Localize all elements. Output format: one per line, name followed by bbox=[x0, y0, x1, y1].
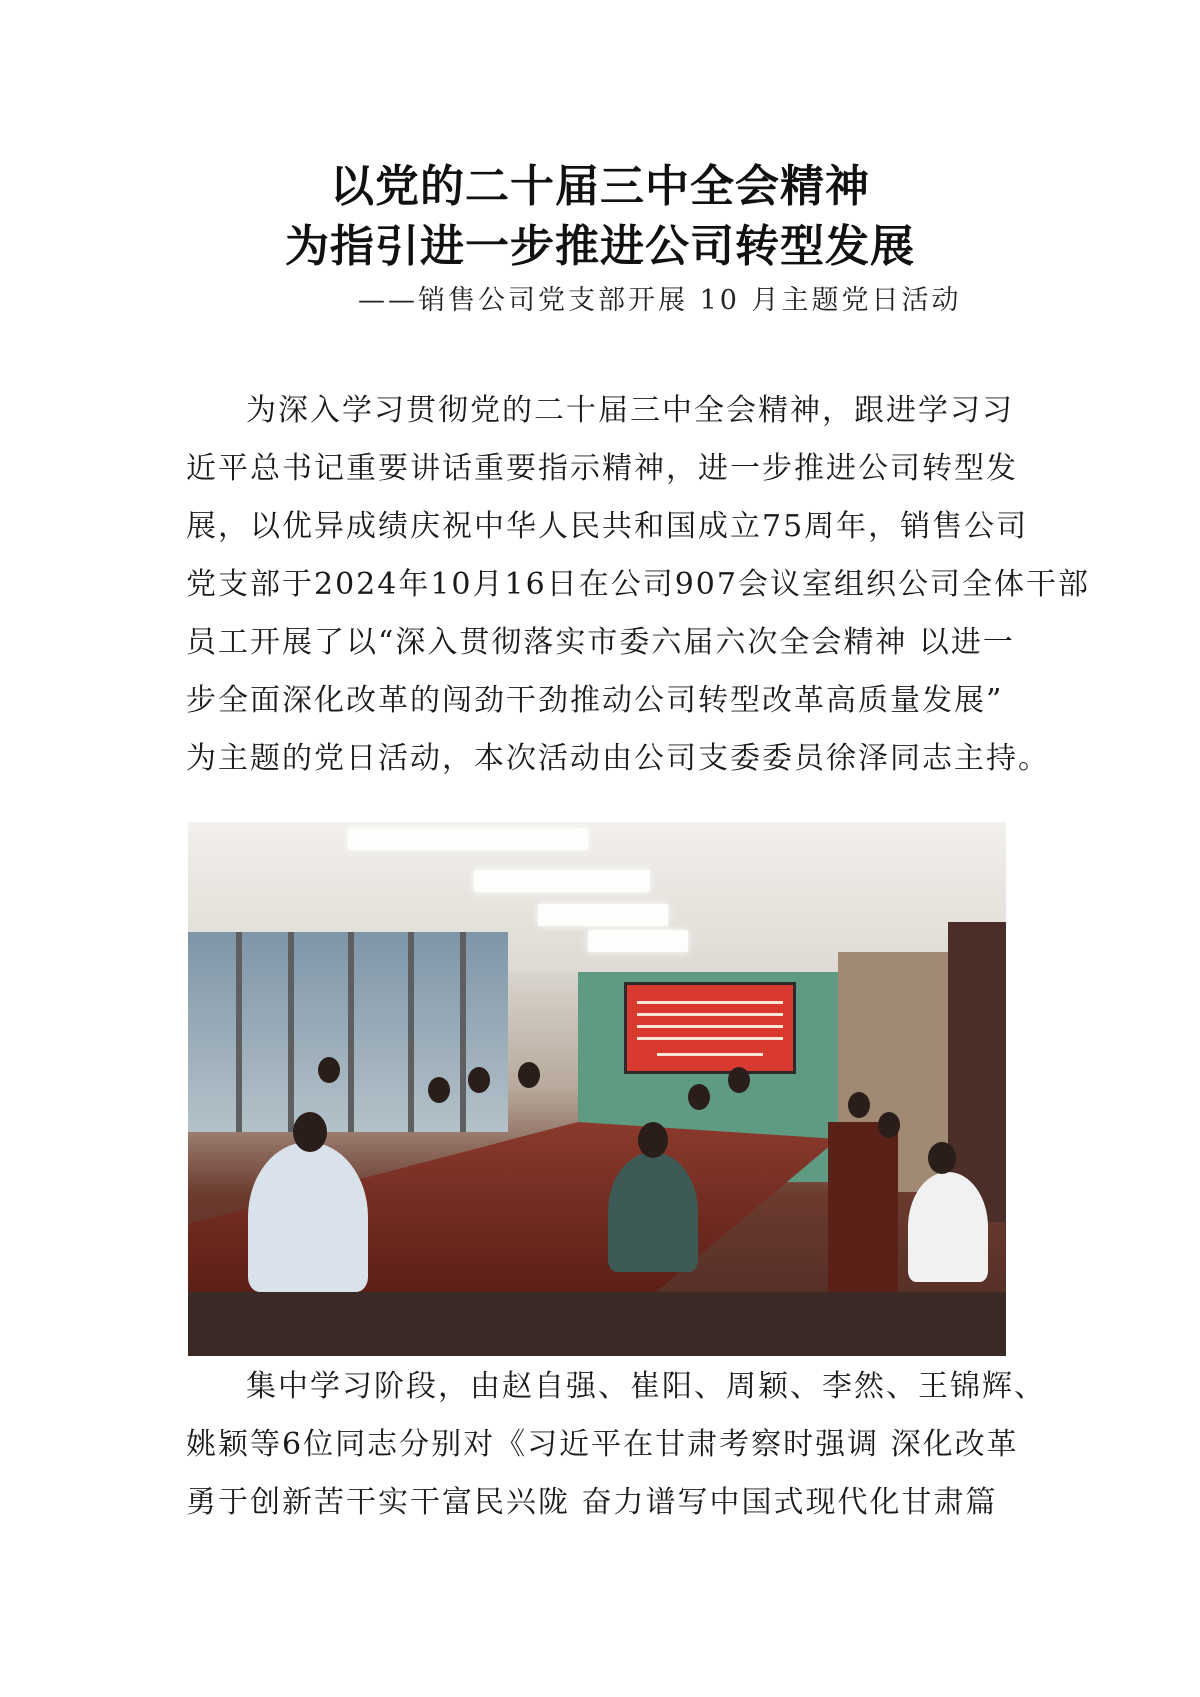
ceiling-light bbox=[588, 930, 688, 952]
meeting-photo bbox=[188, 822, 1006, 1356]
title-line-2: 为指引进一步推进公司转型发展 bbox=[285, 221, 915, 272]
subtitle: ——销售公司党支部开展 10 月主题党日活动 bbox=[358, 285, 962, 316]
ceiling-light bbox=[348, 828, 588, 850]
paragraph-line: 为深入学习贯彻党的二十届三中全会精神，跟进学习习 bbox=[246, 393, 1014, 428]
attendee-head bbox=[728, 1067, 750, 1093]
ceiling-light bbox=[474, 870, 650, 892]
attendee-head bbox=[468, 1067, 490, 1093]
paragraph-line: 集中学习阶段，由赵自强、崔阳、周颖、李然、王锦辉、 bbox=[246, 1369, 1046, 1404]
attendee-head bbox=[688, 1084, 710, 1110]
paragraph-line: 勇于创新苦干实干富民兴陇 奋力谱写中国式现代化甘肃篇 bbox=[186, 1485, 998, 1520]
attendee-head bbox=[878, 1112, 900, 1138]
projector-screen bbox=[624, 982, 796, 1074]
photo-window bbox=[188, 932, 508, 1132]
paragraph-line: 姚颖等6位同志分别对《习近平在甘肃考察时强调 深化改革 bbox=[186, 1427, 1019, 1462]
paragraph-line: 员工开展了以“深入贯彻落实市委六届六次全会精神 以进一 bbox=[186, 625, 1015, 660]
attendee-head bbox=[318, 1057, 340, 1083]
paragraph-line: 党支部于2024年10月16日在公司907会议室组织公司全体干部 bbox=[186, 567, 1090, 602]
attendee-head bbox=[518, 1062, 540, 1088]
ceiling-light bbox=[538, 904, 668, 926]
title-line-1: 以党的二十届三中全会精神 bbox=[330, 161, 870, 212]
paragraph-study bbox=[186, 1358, 1046, 1532]
attendee bbox=[608, 1152, 698, 1272]
attendee-head bbox=[928, 1142, 956, 1174]
paragraph-line: 步全面深化改革的闯劲干劲推动公司转型改革高质量发展” bbox=[186, 683, 1004, 718]
paragraph-intro bbox=[186, 382, 1090, 788]
attendee-head bbox=[428, 1077, 450, 1103]
paragraph-line: 展，以优异成绩庆祝中华人民共和国成立75周年，销售公司 bbox=[186, 509, 1029, 544]
attendee-head bbox=[293, 1112, 327, 1152]
photo-floor bbox=[188, 1292, 1006, 1356]
attendee bbox=[908, 1172, 988, 1282]
paragraph-line: 为主题的党日活动，本次活动由公司支委委员徐泽同志主持。 bbox=[186, 741, 1050, 776]
attendee-head bbox=[638, 1122, 668, 1158]
attendee bbox=[248, 1142, 368, 1292]
paragraph-line: 近平总书记重要讲话重要指示精神，进一步推进公司转型发 bbox=[186, 451, 1018, 486]
attendee-head bbox=[848, 1092, 870, 1118]
